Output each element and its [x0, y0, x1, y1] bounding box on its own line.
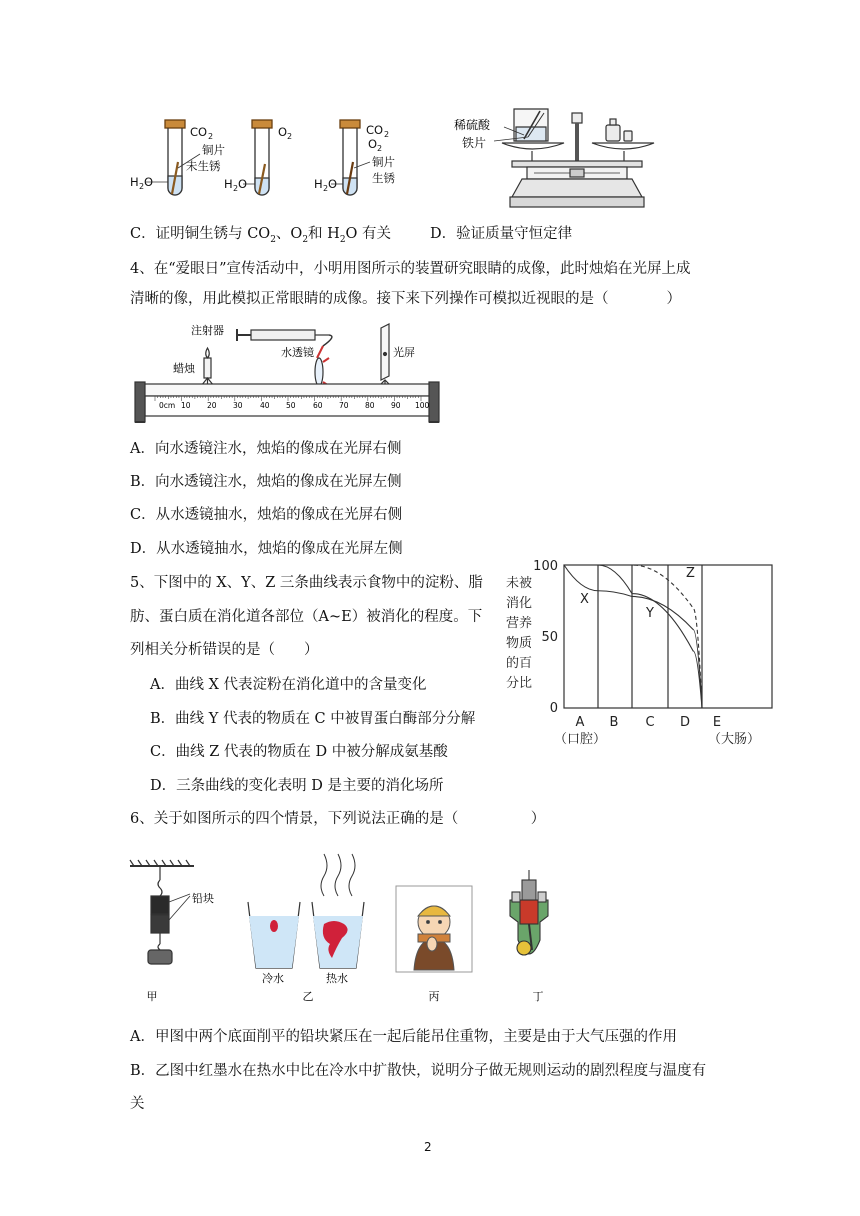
svg-text:H: H — [314, 177, 323, 191]
svg-text:O: O — [368, 137, 378, 151]
section-label-c: C — [645, 715, 655, 730]
tick-label: 100 — [415, 401, 430, 410]
svg-text:O: O — [328, 177, 338, 191]
q6-stem: 6、关于如图所示的四个情景，下列说法正确的是（ ） — [130, 811, 546, 827]
svg-text:H: H — [130, 175, 139, 189]
svg-text:2: 2 — [208, 132, 214, 141]
y-tick-100: 100 — [533, 559, 558, 574]
curve-label-x: X — [580, 592, 589, 607]
q6-option-a: A．甲图中两个底面削平的铅块紧压在一起后能吊住重物，主要是由于大气压强的作用 — [130, 1029, 677, 1045]
curve-label-y: Y — [646, 606, 654, 621]
page-number: 2 — [424, 1140, 432, 1154]
svg-text:铁片: 铁片 — [462, 136, 487, 150]
person-scene — [396, 886, 472, 972]
svg-text:热水: 热水 — [326, 972, 348, 985]
tick-label: 70 — [339, 401, 349, 410]
svg-text:未被: 未被 — [506, 576, 533, 591]
svg-text:注射器: 注射器 — [191, 324, 224, 337]
svg-text:未生锈: 未生锈 — [186, 159, 221, 173]
svg-text:O: O — [144, 175, 154, 189]
q5-option-c: C．曲线 Z 代表的物质在 D 中被分解成氨基酸 — [150, 744, 448, 760]
svg-text:分比: 分比 — [506, 676, 533, 691]
scene-label-bing: 丙 — [428, 990, 440, 1003]
svg-text:O: O — [278, 125, 288, 139]
svg-text:铜片: 铜片 — [202, 143, 225, 157]
svg-text:的百: 的百 — [506, 656, 533, 671]
tick-label: 40 — [260, 401, 270, 410]
svg-text:铅块: 铅块 — [192, 892, 214, 905]
svg-text:营养: 营养 — [506, 616, 533, 631]
sublabel-mouth: （口腔） — [553, 732, 607, 747]
section-label-a: A — [575, 715, 585, 730]
svg-text:2: 2 — [377, 144, 383, 153]
svg-text:CO: CO — [366, 123, 384, 137]
q3-option-d: D．验证质量守恒定律 — [430, 226, 573, 242]
q5-option-b: B．曲线 Y 代表的物质在 C 中被胃蛋白酶部分分解 — [150, 711, 476, 727]
optical-bench-figure — [133, 322, 445, 426]
svg-text:稀硫酸: 稀硫酸 — [454, 118, 491, 132]
curve-x — [564, 565, 702, 708]
svg-text:2: 2 — [139, 182, 145, 191]
svg-text:H: H — [224, 177, 233, 191]
q4-option-d: D．从水透镜抽水，烛焰的像成在光屏左侧 — [130, 541, 403, 557]
section-label-e: E — [712, 715, 722, 730]
svg-text:蜡烛: 蜡烛 — [173, 362, 195, 375]
q6-option-b-cont: 关 — [130, 1096, 145, 1112]
svg-text:生锈: 生锈 — [372, 171, 395, 185]
ink-diffusion-scene — [248, 854, 364, 968]
section-label-b: B — [609, 715, 619, 730]
lead-blocks-scene — [130, 860, 194, 964]
q5-option-a: A．曲线 X 代表淀粉在消化道中的含量变化 — [150, 677, 427, 693]
q5-stem-line3: 列相关分析错误的是（ ） — [130, 642, 319, 658]
svg-text:物质: 物质 — [506, 636, 533, 651]
q5-option-d: D．三条曲线的变化表明 D 是主要的消化场所 — [150, 778, 444, 794]
scene-label-ding: 丁 — [532, 990, 544, 1003]
y-axis-label — [506, 575, 532, 691]
q5-stem-line2: 肪、蛋白质在消化道各部位（A~E）被消化的程度。下 — [130, 609, 483, 625]
tick-label: 60 — [313, 401, 323, 410]
svg-text:铜片: 铜片 — [372, 155, 395, 169]
scene-label-yi: 乙 — [302, 990, 314, 1003]
balance-figure — [452, 105, 667, 213]
q4-option-a: A．向水透镜注水，烛焰的像成在光屏右侧 — [130, 441, 402, 457]
y-tick-0: 0 — [549, 701, 558, 716]
tick-label: 20 — [207, 401, 217, 410]
tick-label: 80 — [365, 401, 375, 410]
q4-stem-line2: 清晰的像，用此模拟正常眼睛的成像。接下来下列操作可模拟近视眼的是（ ） — [130, 291, 681, 307]
svg-text:O: O — [238, 177, 248, 191]
tick-label: 30 — [233, 401, 243, 410]
svg-text:冷水: 冷水 — [262, 972, 284, 985]
svg-text:水透镜: 水透镜 — [281, 346, 314, 359]
svg-text:消化: 消化 — [506, 596, 533, 611]
svg-text:2: 2 — [384, 130, 390, 139]
q3-option-c: C．证明铜生锈与 $CO_2$、$O_2$和 $H_2O$ 有关 — [130, 226, 392, 245]
svg-text:2: 2 — [323, 184, 329, 193]
scene-label-jia: 甲 — [146, 990, 158, 1003]
section-label-d: D — [679, 715, 691, 730]
engine-scene — [510, 870, 548, 955]
sublabel-large-intestine: （大肠） — [707, 732, 761, 747]
tick-label: 50 — [286, 401, 296, 410]
svg-text:光屏: 光屏 — [393, 346, 415, 359]
y-tick-50: 50 — [541, 630, 558, 645]
tick-label: 10 — [181, 401, 191, 410]
svg-text:CO: CO — [190, 125, 208, 139]
q4-option-b: B．向水透镜注水，烛焰的像成在光屏左侧 — [130, 474, 402, 490]
tick-label: 90 — [391, 401, 401, 410]
four-scenes-figure — [128, 840, 588, 1008]
curve-label-z: Z — [686, 566, 695, 581]
svg-text:2: 2 — [233, 184, 239, 193]
q4-option-c: C．从水透镜抽水，烛焰的像成在光屏右侧 — [130, 507, 403, 523]
svg-text:2: 2 — [287, 132, 293, 141]
q6-option-b: B．乙图中红墨水在热水中比在冷水中扩散快，说明分子做无规则运动的剧烈程度与温度有 — [130, 1063, 707, 1079]
digestion-chart — [502, 555, 782, 753]
q5-stem-line1: 5、下图中的 X、Y、Z 三条曲线表示食物中的淀粉、脂 — [130, 575, 483, 591]
tick-label: 0cm — [159, 401, 176, 410]
q4-stem-line1: 4、在“爱眼日”宣传活动中，小明用图所示的装置研究眼睛的成像，此时烛焰在光屏上成 — [130, 261, 691, 277]
copper-rust-tubes-figure — [128, 118, 408, 202]
